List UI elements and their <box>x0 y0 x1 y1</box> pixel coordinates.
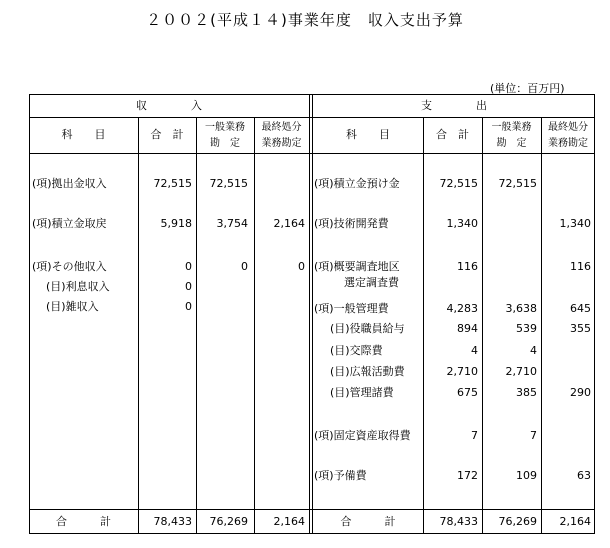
income-row-label: (項)その他収入 <box>32 260 107 273</box>
expense-row-label: (目)役職員給与 <box>330 322 405 335</box>
expense-row-general: 539 <box>516 322 537 335</box>
expense-col-subject: 科 目 <box>346 128 390 141</box>
expense-col-total: 合 計 <box>436 128 469 141</box>
expense-row-final: 290 <box>570 386 591 399</box>
expense-total-label: 合 計 <box>340 515 396 528</box>
expense-row-label: (目)広報活動費 <box>330 365 405 378</box>
expense-row-final: 63 <box>577 469 591 482</box>
income-row-final: 2,164 <box>273 217 305 230</box>
expense-row-final: 645 <box>570 302 591 315</box>
expense-header: 支 出 <box>421 99 487 112</box>
income-row-total: 72,515 <box>153 177 192 190</box>
expense-row-final: 116 <box>570 260 591 273</box>
expense-row-general: 2,710 <box>505 365 537 378</box>
center-divider <box>312 94 313 534</box>
expense-row-label-cont: 選定調査費 <box>344 276 399 289</box>
income-total-general: 76,269 <box>209 515 248 528</box>
expense-row-total: 894 <box>457 322 478 335</box>
page-title: ２００２(平成１４)事業年度 収入支出予算 <box>146 11 464 29</box>
income-row-final: 0 <box>298 260 305 273</box>
expense-row-total: 1,340 <box>446 217 478 230</box>
expense-total-value: 78,433 <box>439 515 478 528</box>
income-col-subject: 科 目 <box>61 128 106 141</box>
income-row-total: 0 <box>185 280 192 293</box>
expense-col-general: 一般業務 <box>491 122 532 133</box>
expense-row-total: 116 <box>457 260 478 273</box>
expense-row-label: (目)管理諸費 <box>330 386 394 399</box>
header-divider <box>29 117 595 118</box>
income-total-value: 78,433 <box>153 515 192 528</box>
expense-col-final: 業務勘定 <box>548 138 588 149</box>
expense-row-final: 1,340 <box>559 217 591 230</box>
expense-row-label: (項)一般管理費 <box>314 302 389 315</box>
expense-total-final: 2,164 <box>559 515 591 528</box>
income-row-general: 0 <box>241 260 248 273</box>
expense-row-general: 3,638 <box>505 302 537 315</box>
expense-col-final: 最終処分 <box>548 122 588 133</box>
expense-row-label: (目)交際費 <box>330 344 383 357</box>
income-row-total: 5,918 <box>160 217 192 230</box>
income-row-label: (項)拠出金収入 <box>32 177 107 190</box>
grid-line <box>254 117 255 534</box>
unit-label: (単位：百万円) <box>490 82 565 95</box>
expense-row-label: (項)固定資産取得費 <box>314 429 411 442</box>
income-total-final: 2,164 <box>273 515 305 528</box>
expense-row-general: 4 <box>530 344 537 357</box>
expense-col-general: 勘 定 <box>496 138 527 149</box>
income-row-general: 3,754 <box>216 217 248 230</box>
income-col-general: 勘 定 <box>210 138 240 149</box>
income-row-total: 0 <box>185 300 192 313</box>
expense-total-general: 76,269 <box>498 515 537 528</box>
header-divider <box>29 153 595 154</box>
expense-row-label: (項)概要調査地区 <box>314 260 400 273</box>
income-header: 収 入 <box>136 99 202 112</box>
expense-row-label: (項)予備費 <box>314 469 367 482</box>
income-row-total: 0 <box>185 260 192 273</box>
income-row-label: (目)利息収入 <box>46 280 110 293</box>
total-divider <box>29 509 595 510</box>
expense-row-total: 7 <box>471 429 478 442</box>
expense-row-total: 4 <box>471 344 478 357</box>
expense-row-label: (項)積立金預け金 <box>314 177 400 190</box>
income-row-general: 72,515 <box>209 177 248 190</box>
center-divider <box>309 94 310 534</box>
expense-row-label: (項)技術開発費 <box>314 217 389 230</box>
expense-row-general: 7 <box>530 429 537 442</box>
income-col-final: 業務勘定 <box>261 138 302 149</box>
income-row-label: (項)積立金取戻 <box>32 217 107 230</box>
expense-row-general: 385 <box>516 386 537 399</box>
income-col-general: 一般業務 <box>205 122 245 133</box>
income-row-label: (目)雑収入 <box>46 300 99 313</box>
income-col-total: 合 計 <box>150 128 184 141</box>
expense-row-total: 172 <box>457 469 478 482</box>
expense-row-final: 355 <box>570 322 591 335</box>
income-col-final: 最終処分 <box>261 122 302 133</box>
expense-row-total: 72,515 <box>439 177 478 190</box>
expense-row-general: 109 <box>516 469 537 482</box>
expense-row-general: 72,515 <box>498 177 537 190</box>
expense-row-total: 4,283 <box>446 302 478 315</box>
income-total-label: 合 計 <box>56 515 111 528</box>
expense-row-total: 675 <box>457 386 478 399</box>
expense-row-total: 2,710 <box>446 365 478 378</box>
